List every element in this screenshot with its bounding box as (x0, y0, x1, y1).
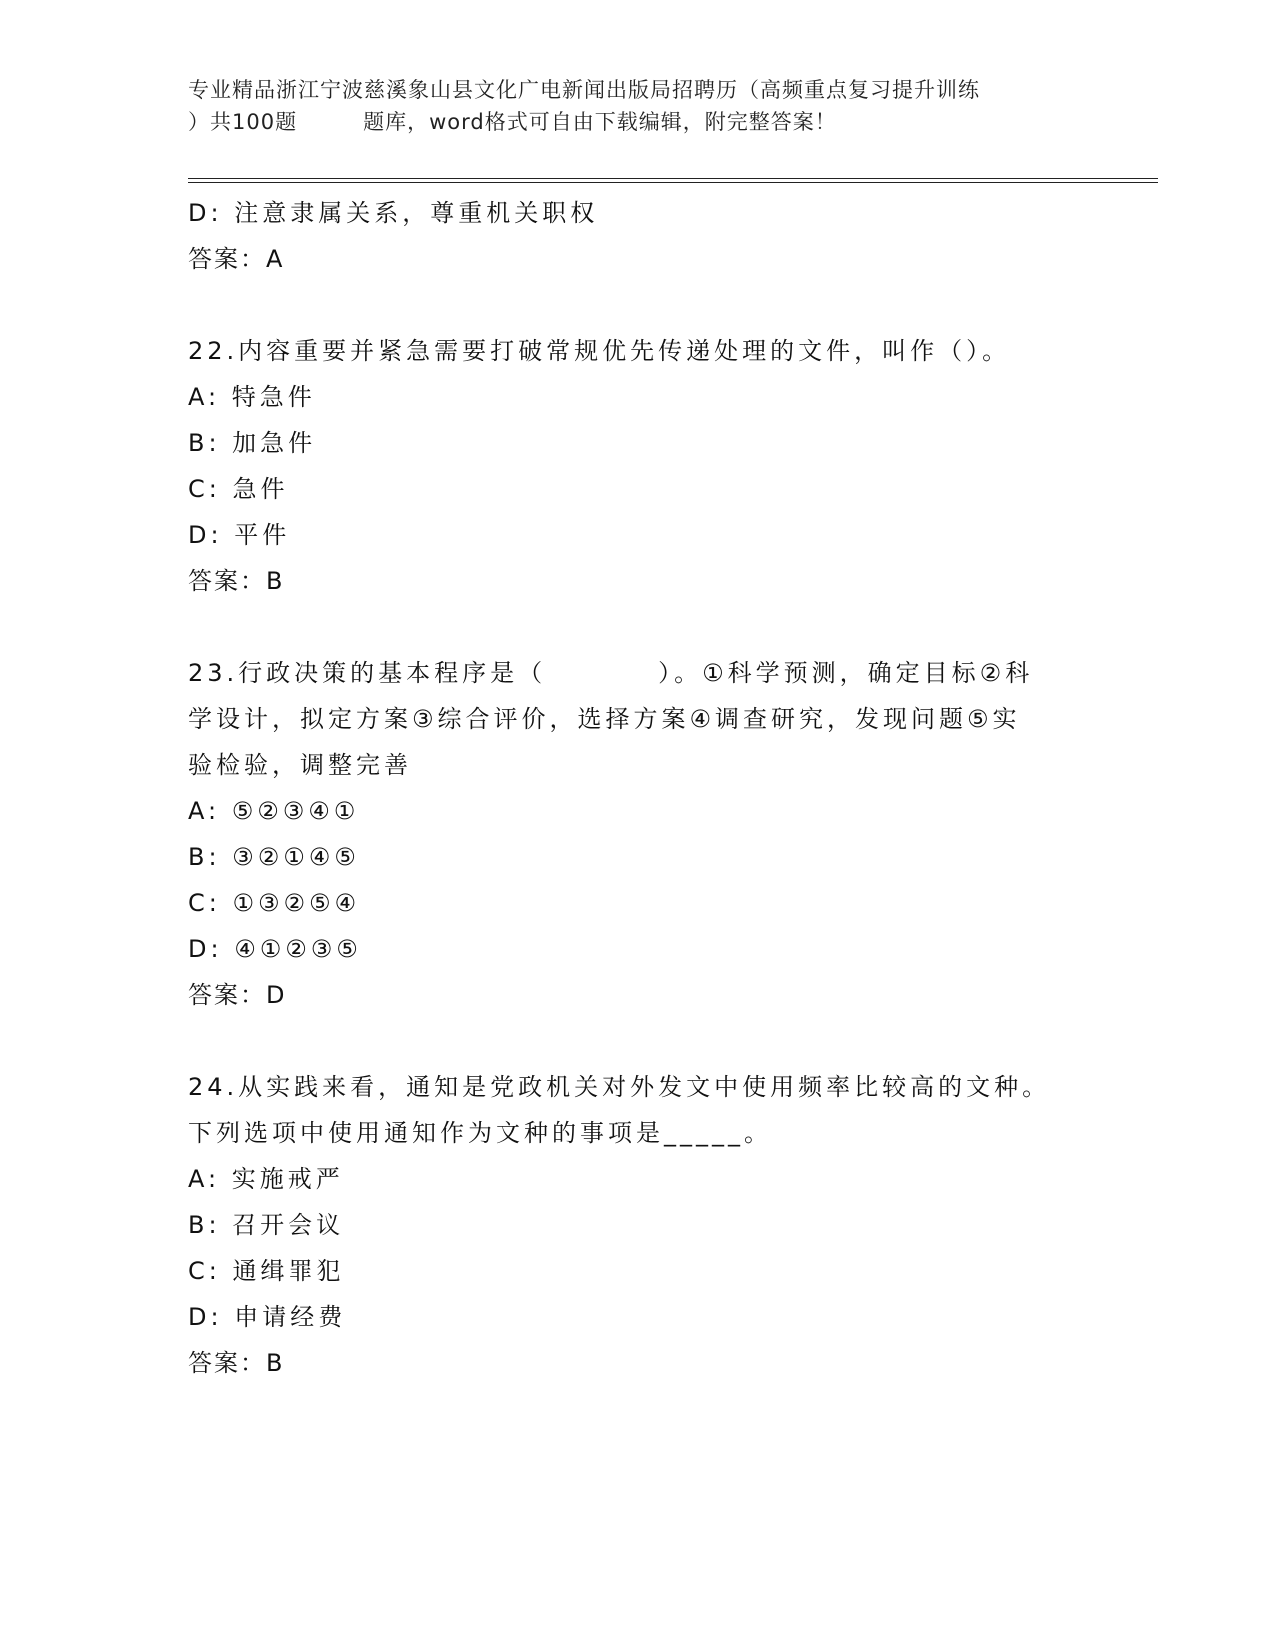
option-b: B: ③②①④⑤ (188, 843, 360, 871)
question-24 (188, 1064, 1088, 1386)
option-a: A: 实施戒严 (188, 1165, 344, 1193)
answer-line: 答案：B (188, 1349, 285, 1377)
option-d: D: 申请经费 (188, 1303, 347, 1331)
question-22 (188, 328, 1088, 604)
option-d: D: 平件 (188, 521, 291, 549)
question-text (188, 1064, 1088, 1156)
question-line: 24.从实践来看，通知是党政机关对外发文中使用频率比较高的文种。 (188, 1073, 1051, 1101)
question-line: 22.内容重要并紧急需要打破常规优先传递处理的文件，叫作（）。 (188, 337, 1011, 365)
page-header (188, 74, 1108, 138)
option-b: B: 加急件 (188, 429, 317, 457)
answer-line: 答案：A (188, 245, 285, 273)
document-body (188, 190, 1088, 1386)
question-line: 验检验，调整完善 (188, 751, 412, 779)
answer-line: 答案：D (188, 981, 287, 1009)
option-a: A: ⑤②③④① (188, 797, 360, 825)
question-text (188, 328, 1088, 374)
option-d: D: 注意隶属关系，尊重机关职权 (188, 199, 599, 227)
option-c: C: 通缉罪犯 (188, 1257, 345, 1285)
question-text (188, 650, 1088, 788)
option-b: B: 召开会议 (188, 1211, 345, 1239)
option-c: C: ①③②⑤④ (188, 889, 361, 917)
option-c: C: 急件 (188, 475, 289, 503)
header-line-1: 专业精品浙江宁波慈溪象山县文化广电新闻出版局招聘历（高频重点复习提升训练 (188, 78, 980, 102)
question-line: 23.行政决策的基本程序是（ ）。①科学预测，确定目标②科 (188, 659, 1034, 687)
answer-line: 答案：B (188, 567, 285, 595)
option-d: D: ④①②③⑤ (188, 935, 362, 963)
question-23 (188, 650, 1088, 1018)
header-divider (188, 178, 1158, 179)
header-line-2: ）共100题 题库，word格式可自由下载编辑，附完整答案！ (188, 110, 837, 134)
header-divider-secondary (188, 182, 1158, 183)
question-line: 学设计，拟定方案③综合评价，选择方案④调查研究，发现问题⑤实 (188, 705, 1021, 733)
question-line: 下列选项中使用通知作为文种的事项是_____。 (188, 1119, 772, 1147)
option-a: A: 特急件 (188, 383, 316, 411)
